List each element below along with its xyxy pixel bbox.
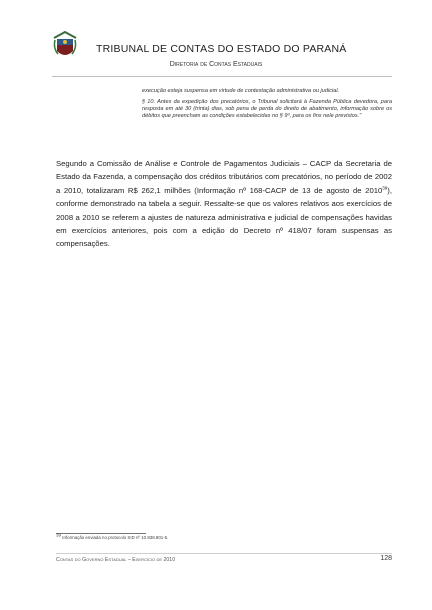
header-subtitle: Diretoria de Contas Estaduais [169, 61, 263, 68]
body-text-part: ), conforme demonstrado na tabela a seguir. Ressalte-se que os valores relativos aos exercícios de 2008 a 2010 se referem a ajustes de natureza administrativa e judicial de compensações havidas em exercícios anteriores, pois com a edição do Decreto nº 418/07 foram suspensas as compensações. [56, 185, 392, 249]
footnote-number: 39 [56, 532, 62, 538]
page-number: 128 [380, 555, 392, 562]
header-title: TRIBUNAL DE CONTAS DO ESTADO DO PARANÁ [96, 43, 347, 55]
quote-paragraph: execução esteja suspensa em virtude de contestação administrativa ou judicial. [142, 88, 340, 94]
header-divider [52, 76, 392, 77]
footer-document-title: Contas do Governo Estadual – Exercício de 2010 [56, 557, 176, 563]
body-paragraph [56, 157, 392, 251]
footnote-text: Informação enviada no protocolo SID nº 10.838.801-5. [62, 535, 169, 540]
body-text-part: Segundo a Comissão de Análise e Controle de Pagamentos Judiciais – CACP da Secretaria de Estado da Fazenda, a compensação dos créditos tributários com precatórios, no período de 2002 a 2010, totalizaram R$ 262,1 milhões (Informação nº 168-CACP de 13 de agosto de 2010 [56, 159, 392, 195]
footnote-divider [56, 533, 146, 534]
footer-divider [56, 553, 392, 554]
parana-coat-of-arms-icon [52, 30, 78, 60]
quote-paragraph: § 10. Antes da expedição dos precatórios, o Tribunal solicitará à Fazenda Pública devedora, para resposta em até 30 (trinta) dias, sob pena de perda do direito de abatimento, informação sobre os débitos que preencham as condições estabelecidas no § 9º, para os fins nele previstos." [142, 99, 392, 120]
footnote [56, 532, 356, 540]
footnote-reference[interactable]: 39 [382, 185, 388, 191]
legal-quote [142, 88, 392, 124]
